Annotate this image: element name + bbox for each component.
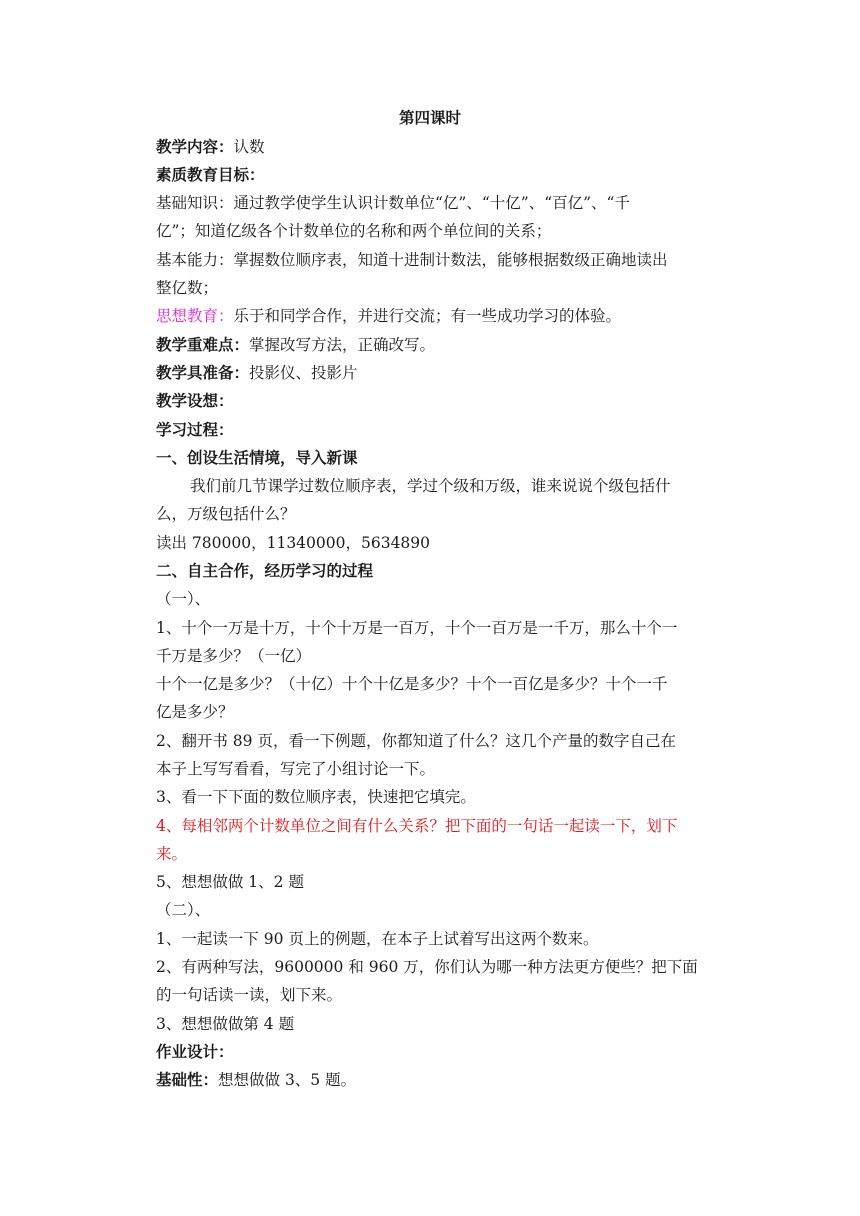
teaching-aids-line	[156, 363, 736, 383]
teaching-content-line	[156, 137, 736, 157]
item-1-line-4: 亿是多少？	[156, 703, 234, 721]
teaching-ideas-heading: 教学设想：	[156, 391, 234, 410]
basic-knowledge-line-2: 亿”；知道亿级各个计数单位的名称和两个单位间的关系；	[156, 222, 552, 240]
line-label: 思想教育：	[156, 307, 234, 325]
item-4-line-1: 4、每相邻两个计数单位之间有什么关系？把下面的一句话一起读一下，划下	[156, 817, 678, 835]
basic-ability-line-1: 基本能力：掌握数位顺序表，知道十进制计数法，能够根据数级正确地读出	[156, 251, 668, 269]
item-1-line-2: 千万是多少？（一亿）	[156, 647, 312, 665]
section-two-heading: 二、自主合作，经历学习的过程	[156, 561, 374, 580]
paragraph-line: 么，万级包括什么？	[156, 505, 296, 523]
sub-item-2-line-1: 2、有两种写法，9600000 和 960 万，你们认为哪一种方法更方便些？把下面	[156, 958, 698, 976]
read-numbers-line: 读出 780000，11340000，5634890	[156, 534, 431, 552]
sub-item-3-line: 3、想想做做第 4 题	[156, 1015, 295, 1033]
item-1-line-1: 1、十个一万是十万，十个十万是一百万，十个一百万是一千万，那么十个一	[156, 619, 678, 637]
line-label: 教学重难点：	[156, 335, 250, 354]
basic-knowledge-line-1: 基础知识：通过教学使学生认识计数单位“亿”、“十亿”、“百亿”、“千	[156, 194, 630, 212]
quality-goals-heading: 素质教育目标：	[156, 165, 265, 184]
item-5-line: 5、想想做做 1、2 题	[156, 873, 304, 891]
key-difficulty-line	[156, 335, 736, 355]
homework-heading: 作业设计：	[156, 1042, 234, 1061]
learning-process-heading: 学习过程：	[156, 420, 234, 439]
sub-item-2-line-2: 的一句话读一读，划下来。	[156, 986, 343, 1004]
line-label: 教学内容：	[156, 137, 234, 156]
line-text: 认数	[233, 138, 265, 156]
line-label: 基础性：	[156, 1070, 219, 1089]
line-text: 掌握改写方法，正确改写。	[249, 336, 436, 354]
item-2-line-2: 本子上写写看看，写完了小组讨论一下。	[156, 760, 436, 778]
moral-education-line	[156, 306, 736, 326]
section-one-heading: 一、创设生活情境，导入新课	[156, 448, 358, 467]
line-text: 乐于和同学合作，并进行交流；有一些成功学习的体验。	[233, 307, 622, 325]
item-4-line-2: 来。	[156, 845, 188, 863]
item-2-line-1: 2、翻开书 89 页，看一下例题，你都知道了什么？这几个产量的数字自己在	[156, 732, 676, 750]
line-text: 想想做做 3、5 题。	[218, 1071, 357, 1089]
subsection-two-label: （二）、	[156, 901, 211, 919]
page-title: 第四课时	[398, 108, 461, 127]
subsection-one-label: （一）、	[156, 590, 211, 608]
sub-item-1-line: 1、一起读一下 90 页上的例题，在本子上试着写出这两个数来。	[156, 930, 599, 948]
basic-ability-line-2: 整亿数；	[156, 279, 219, 297]
homework-basic-line	[156, 1070, 736, 1090]
paragraph-line: 我们前几节课学过数位顺序表，学过个级和万级，谁来说说个级包括什	[190, 477, 671, 495]
item-1-line-3: 十个一亿是多少？（十亿）十个十亿是多少？十个一百亿是多少？十个一千	[156, 675, 668, 693]
item-3-line: 3、看一下下面的数位顺序表，快速把它填完。	[156, 788, 476, 806]
line-label: 教学具准备：	[156, 363, 250, 382]
line-text: 投影仪、投影片	[249, 364, 358, 382]
